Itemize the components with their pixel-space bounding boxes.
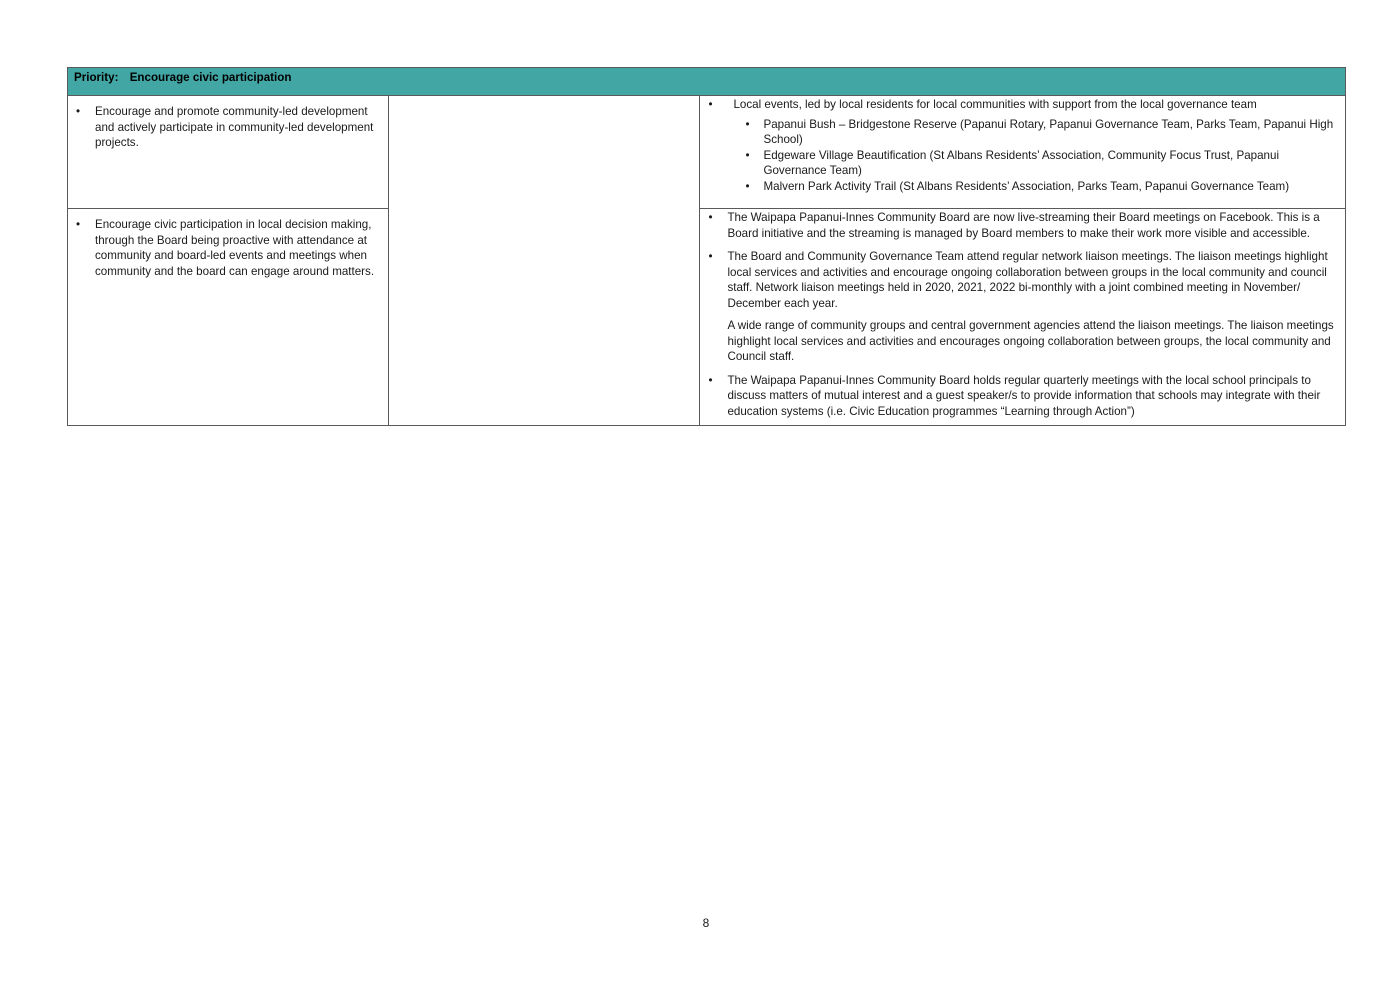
sub-list (733, 117, 1339, 195)
priority-table (67, 67, 1346, 426)
objective-item: • Encourage civic participation in local decision making, through the Board being proactive with attendance at community and board-led events and meetings when community and the board can engage around matters. (74, 217, 382, 279)
objective-item: • Encourage and promote community-led development and actively participate in community-led development projects. (74, 104, 382, 151)
objective-list (74, 104, 382, 151)
sub-list-item: • Malvern Park Activity Trail (St Albans Residents’ Association, Parks Team, Papanui Governance Team) (733, 179, 1339, 195)
priority-title: Encourage civic participation (129, 71, 292, 84)
outcomes-cell (700, 209, 1346, 426)
list-item: • The Waipapa Papanui-Innes Community Board are now live-streaming their Board meetings on Facebook. This is a Board initiative and the streaming is managed by Board members to make their work more visible and accessible. (706, 210, 1339, 241)
outcome-text: The Board and Community Governance Team attend regular network liaison meetings. The liaison meetings highlight local services and activities and encourage ongoing collaboration between groups in the local community and council staff. Network liaison meetings held in 2020, 2021, 2022 bi-monthly with a joint combined meeting in November/ December each year. (727, 250, 1328, 310)
outcome-paragraph: A wide range of community groups and central government agencies attend the liaison meetings. The liaison meetings highlight local services and activities and encourages ongoing collaboration between groups, the local community and Council staff. (727, 319, 1334, 363)
list-item (706, 249, 1339, 365)
list-item: • The Waipapa Papanui-Innes Community Board holds regular quarterly meetings with the local school principals to discuss matters of mutual interest and a guest speaker/s to provide information that schools may integrate with their education systems (i.e. Civic Education programmes “Learning through Action”) (706, 373, 1339, 420)
table-row (68, 209, 1346, 426)
empty-middle-cell (389, 96, 700, 426)
outcome-text: Local events, led by local residents for local communities with support from the local governance team (733, 98, 1257, 111)
list-item (706, 97, 1339, 194)
outcomes-cell (700, 96, 1346, 209)
sub-list-item: • Papanui Bush – Bridgestone Reserve (Papanui Rotary, Papanui Governance Team, Parks Team, Papanui High School) (733, 117, 1339, 148)
table-row (68, 96, 1346, 209)
outcomes-list (706, 210, 1339, 419)
table-header-row (68, 68, 1346, 96)
outcomes-list (706, 97, 1339, 194)
objective-list (74, 217, 382, 279)
sub-list-item: • Edgeware Village Beautification (St Albans Residents’ Association, Community Focus Trust, Papanui Governance Team) (733, 148, 1339, 179)
priority-header (68, 68, 1346, 96)
objective-cell (68, 209, 389, 426)
objective-cell (68, 96, 389, 209)
priority-label: Priority: (74, 71, 119, 84)
page-number: 8 (702, 916, 710, 930)
